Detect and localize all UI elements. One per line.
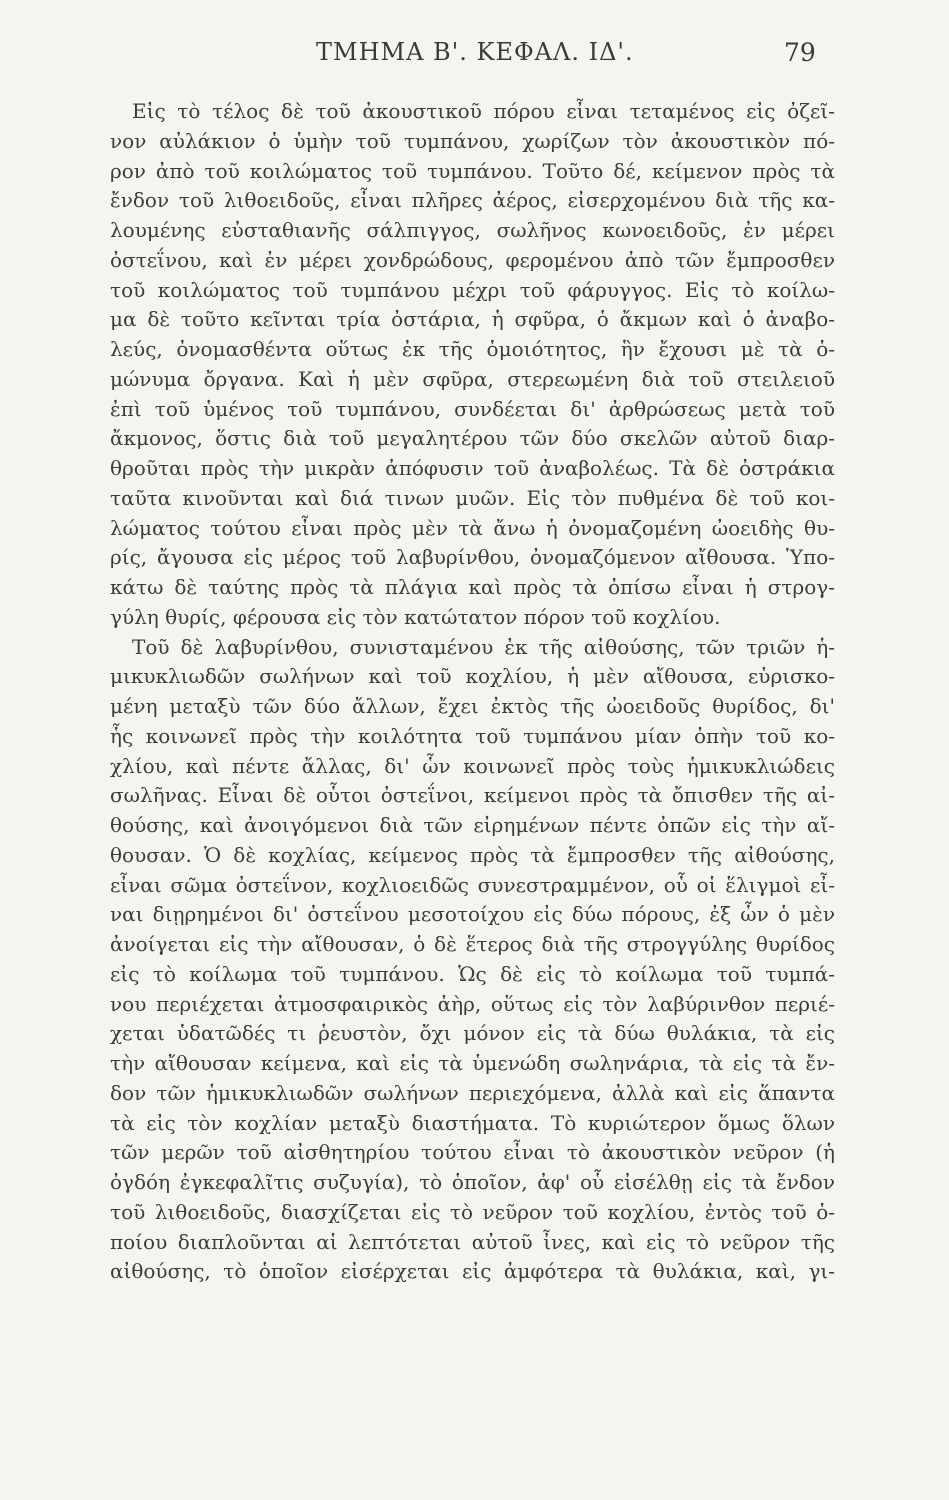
text-line: ἀνοίγεται εἰς τὴν αἴθουσαν, ὁ δὲ ἕτερος διὰ τῆς στρογγύλης θυρίδος: [110, 932, 835, 956]
text-line: ἐπὶ τοῦ ὑμένος τοῦ τυμπάνου, συνδέεται δι' ἀρθρώσεως μετὰ τοῦ: [110, 396, 835, 421]
text-line: μένη μεταξὺ τῶν δύο ἄλλων, ἔχει ἐκτὸς τῆς ὠοειδοῦς θυρίδος, δι': [110, 694, 835, 718]
text-line: τοῦ λιθοειδοῦς, διασχίζεται εἰς τὸ νεῦρον τοῦ κοχλίου, ἐντὸς τοῦ ὁ-: [110, 1199, 835, 1224]
text-line: νου περιέχεται ἀτμοσφαιρικὸς ἀὴρ, οὕτως εἰς τὸν λαβύρινθον περιέ-: [110, 991, 835, 1016]
text-line: σωλῆνας. Εἶναι δὲ οὗτοι ὀστεΐνοι, κείμενοι πρὸς τὰ ὄπισθεν τῆς αἰ-: [110, 783, 835, 808]
text-line: ναι διῃρημένοι δι' ὀστεΐνου μεσοτοίχου εἰς δύω πόρους, ἐξ ὧν ὁ μὲν: [110, 902, 835, 927]
text-line: ρον ἀπὸ τοῦ κοιλώματος τοῦ τυμπάνου. Τοῦτο δέ, κείμενον πρὸς τὰ: [110, 158, 835, 183]
text-line: ποίου διαπλοῦνται αἱ λεπτότεται αὐτοῦ ἶνες, καὶ εἰς τὸ νεῦρον τῆς: [110, 1229, 835, 1254]
text-line: τῶν μερῶν τοῦ αἰσθητηρίου τούτου εἶναι τὸ ἀκουστικὸν νεῦρον (ἡ: [110, 1140, 835, 1165]
text-line: ἧς κοινωνεῖ πρὸς τὴν κοιλότητα τοῦ τυμπάνου μίαν ὀπὴν τοῦ κο-: [110, 723, 835, 748]
text-line: αἰθούσης, τὸ ὁποῖον εἰσέρχεται εἰς ἀμφότερα τὰ θυλάκια, καὶ, γι-: [110, 1259, 835, 1284]
running-header: [0, 38, 949, 78]
text-line: ταῦτα κινοῦνται καὶ διά τινων μυῶν. Εἰς τὸν πυθμένα δὲ τοῦ κοι-: [110, 485, 835, 510]
text-line: τὴν αἴθουσαν κείμενα, καὶ εἰς τὰ ὑμενώδη σωληνάρια, τὰ εἰς τὰ ἔν-: [110, 1051, 835, 1075]
text-line: μικυκλιωδῶν σωλήνων καὶ τοῦ κοχλίου, ἡ μὲν αἴθουσα, εὑρισκο-: [110, 664, 835, 689]
text-line: ὀστεΐνου, καὶ ἐν μέρει χονδρώδους, φερομένου ἀπὸ τῶν ἔμπροσθεν: [110, 247, 835, 272]
text-line: λεύς, ὀνομασθέντα οὕτως ἐκ τῆς ὁμοιότητος, ἣν ἔχουσι μὲ τὰ ὁ-: [110, 337, 835, 361]
text-line: θούσης, καὶ ἀνοιγόμενοι διὰ τῶν εἰρημένων πέντε ὀπῶν εἰς τὴν αἴ-: [110, 813, 835, 837]
text-line: δον τῶν ἡμικυκλιωδῶν σωλήνων περιεχόμενα, ἀλλὰ καὶ εἰς ἅπαντα: [110, 1080, 835, 1105]
text-line: ρίς, ἄγουσα εἰς μέρος τοῦ λαβυρίνθου, ὀνομαζόμενον αἴθουσα. Ὑπο-: [110, 545, 835, 570]
text-line: εἰς τὸ κοίλωμα τοῦ τυμπάνου. Ὡς δὲ εἰς τὸ κοίλωμα τοῦ τυμπά-: [110, 961, 835, 986]
text-line: ὀγδόη ἐγκεφαλῖτις συζυγία), τὸ ὁποῖον, ἀφ' οὗ εἰσέλθῃ εἰς τὰ ἔνδον: [110, 1170, 835, 1194]
text-line: λώματος τούτου εἶναι πρὸς μὲν τὰ ἄνω ἡ ὀνομαζομένη ὠοειδὴς θυ-: [110, 515, 835, 540]
text-line: μα δὲ τοῦτο κεῖνται τρία ὀστάρια, ἡ σφῦρα, ὁ ἄκμων καὶ ὁ ἀναβο-: [110, 307, 835, 332]
text-body: [110, 97, 835, 1287]
text-line: τὰ εἰς τὸν κοχλίαν μεταξὺ διαστήματα. Τὸ κυριώτερον ὅμως ὅλων: [110, 1110, 835, 1135]
text-line: γύλη θυρίς, φέρουσα εἰς τὸν κατώτατον πόρον τοῦ κοχλίου.: [110, 604, 721, 629]
text-line: Εἰς τὸ τέλος δὲ τοῦ ἀκουστικοῦ πόρου εἶναι τεταμένος εἰς ὀζεῖ-: [132, 99, 835, 123]
text-line: ἔνδον τοῦ λιθοειδοῦς, εἶναι πλῆρες ἀέρος, εἰσερχομένου διὰ τῆς κα-: [110, 188, 835, 213]
text-line: χεται ὑδατῶδές τι ῥευστὸν, ὄχι μόνον εἰς τὰ δύω θυλάκια, τὰ εἰς: [110, 1021, 835, 1046]
text-line: θροῦται πρὸς τὴν μικρὰν ἀπόφυσιν τοῦ ἀναβολέως. Τὰ δὲ ὀστράκια: [110, 456, 835, 480]
text-line: εἶναι σῶμα ὀστεΐνον, κοχλιοειδῶς συνεστραμμένον, οὗ οἱ ἕλιγμοὶ εἶ-: [110, 872, 835, 897]
text-line: κάτω δὲ ταύτης πρὸς τὰ πλάγια καὶ πρὸς τὰ ὀπίσω εἶναι ἡ στρογ-: [110, 575, 835, 599]
text-line: Τοῦ δὲ λαβυρίνθου, συνισταμένου ἐκ τῆς αἰθούσης, τῶν τριῶν ἡ-: [132, 634, 835, 659]
text-line: θουσαν. Ὁ δὲ κοχλίας, κείμενος πρὸς τὰ ἔμπροσθεν τῆς αἰθούσης,: [110, 842, 835, 867]
running-head-title: ΤΜΗΜΑ Β'. ΚΕΦΑΛ. ΙΔ'.: [316, 38, 634, 66]
text-line: λουμένης εὐσταθιανῆς σάλπιγγος, σωλῆνος κωνοειδοῦς, ἐν μέρει: [110, 218, 835, 242]
text-line: χλίου, καὶ πέντε ἄλλας, δι' ὧν κοινωνεῖ πρὸς τοὺς ἡμικυκλιώδεις: [110, 753, 835, 778]
text-line: ἄκμονος, ὅστις διὰ τοῦ μεγαλητέρου τῶν δύο σκελῶν αὐτοῦ διαρ-: [110, 426, 835, 451]
text-line: τοῦ κοιλώματος τοῦ τυμπάνου μέχρι τοῦ φάρυγγος. Εἰς τὸ κοίλω-: [110, 277, 835, 302]
text-line: μώνυμα ὄργανα. Καὶ ἡ μὲν σφῦρα, στερεωμένη διὰ τοῦ στειλειοῦ: [110, 366, 835, 391]
text-line: νον αὐλάκιον ὁ ὑμὴν τοῦ τυμπάνου, χωρίζων τὸν ἀκουστικὸν πό-: [110, 128, 835, 153]
page-number: 79: [784, 38, 816, 67]
